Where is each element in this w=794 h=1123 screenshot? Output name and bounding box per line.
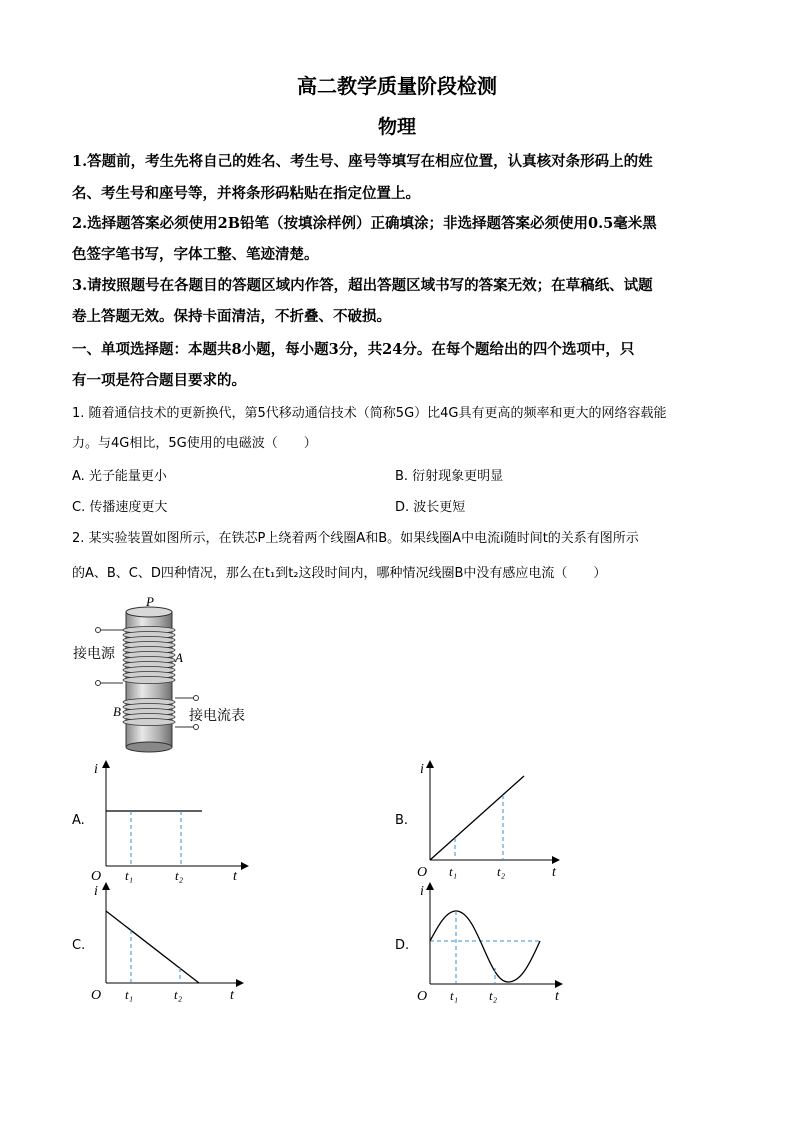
ammeter-label: 接电流表 — [189, 709, 245, 724]
graph-d-y-arrow — [426, 882, 434, 890]
graph-d-x-label: t — [555, 989, 559, 1004]
graph-d-t1-label: t₁ — [450, 988, 459, 1003]
graph-a-x-label: t — [233, 869, 237, 884]
graph-c-series-line — [106, 911, 199, 983]
coil-a — [123, 627, 175, 684]
graph-a-t1-label: t₁ — [125, 868, 134, 883]
graph-d — [412, 880, 582, 1008]
graph-a-origin: O — [91, 869, 102, 884]
subject-title: 物理 — [377, 116, 416, 138]
graph-c-x-label: t — [230, 988, 234, 1003]
graph-c-t2-label: t₂ — [174, 987, 183, 1002]
q2-stem-line-2: 的A、B、C、D四种情况，那么在t₁到t₂这段时间内，哪种情况线圈B中没有感应电流（ ） — [72, 566, 607, 581]
coil-label-a: A — [175, 650, 183, 665]
graph-b — [412, 758, 582, 886]
graph-b-x-arrow — [552, 856, 560, 864]
instruction-2-line-1: 2.选择题答案必须使用2B铅笔（按填涂样例）正确填涂；非选择题答案必须使用0.5毫米黑 — [72, 215, 657, 232]
instruction-1-line-2: 名、考生号和座号等，并将条形码粘贴在指定位置上。 — [72, 185, 420, 202]
graph-b-x-label: t — [552, 865, 556, 880]
graph-d-origin: O — [417, 989, 428, 1004]
graph-b-option-label[interactable]: B. — [395, 813, 409, 828]
graph-b-t2-label: t₂ — [497, 864, 506, 879]
graph-c-origin: O — [91, 988, 102, 1003]
instruction-3-line-2: 卷上答题无效。保持卡面清洁，不折叠、不破损。 — [72, 308, 391, 325]
graph-b-origin: O — [417, 865, 428, 880]
graph-a-x-arrow — [241, 862, 249, 870]
graph-b-series-line — [430, 776, 524, 860]
graph-a — [88, 758, 258, 886]
graph-a-t2-label: t₂ — [175, 868, 184, 883]
graph-a-y-arrow — [102, 760, 110, 768]
apparatus-figure — [60, 590, 300, 760]
coil-label-b: B — [113, 704, 121, 719]
graph-a-y-label: i — [94, 762, 98, 777]
instruction-2-line-2: 色签字笔书写，字体工整、笔迹清楚。 — [72, 246, 319, 263]
power-source-label: 接电源 — [73, 647, 115, 662]
q1-stem-line-1: 1. 随着通信技术的更新换代，第5代移动通信技术（简称5G）比4G具有更高的频率和更大的网络容载能 — [72, 406, 667, 421]
section-header-line-1: 一、单项选择题：本题共8小题，每小题3分，共24分。在每个题给出的四个选项中，只 — [72, 341, 635, 358]
graph-b-y-label: i — [420, 762, 424, 777]
graph-d-y-label: i — [420, 884, 424, 899]
q1-option-c[interactable]: C. 传播速度更大 — [72, 500, 168, 515]
instruction-3-line-1: 3.请按照题号在各题目的答题区域内作答，超出答题区域书写的答案无效；在草稿纸、试题 — [72, 277, 653, 294]
q1-option-b[interactable]: B. 衍射现象更明显 — [395, 469, 504, 484]
graph-b-y-arrow — [426, 760, 434, 768]
graph-a-option-label[interactable]: A. — [72, 813, 85, 828]
graph-c-x-arrow — [236, 979, 244, 987]
q1-option-a[interactable]: A. 光子能量更小 — [72, 469, 167, 484]
graph-c — [88, 880, 258, 1008]
q1-stem-line-2: 力。与4G相比，5G使用的电磁波（ ） — [72, 436, 317, 451]
graph-b-t1-label: t₁ — [449, 864, 458, 879]
coil-b — [123, 699, 175, 726]
q2-stem-line-1: 2. 某实验装置如图所示，在铁芯P上绕着两个线圈A和B。如果线圈A中电流i随时间t的关系有图所示 — [72, 531, 639, 546]
core-label-p: P — [146, 594, 154, 609]
graph-d-series-curve — [430, 911, 540, 982]
graph-c-t1-label: t₁ — [125, 987, 134, 1002]
graph-c-option-label[interactable]: C. — [72, 938, 86, 953]
graph-d-x-arrow — [555, 980, 563, 988]
graph-c-y-arrow — [102, 882, 110, 890]
section-header-line-2: 有一项是符合题目要求的。 — [72, 372, 246, 389]
graph-d-option-label[interactable]: D. — [395, 938, 410, 953]
graph-d-t2-label: t₂ — [489, 988, 498, 1003]
instruction-1-line-1: 1.答题前，考生先将自己的姓名、考生号、座号等填写在相应位置，认真核对条形码上的姓 — [72, 153, 653, 170]
graph-c-y-label: i — [94, 884, 98, 899]
q1-option-d[interactable]: D. 波长更短 — [395, 500, 466, 515]
page-title: 高二教学质量阶段检测 — [297, 74, 497, 98]
